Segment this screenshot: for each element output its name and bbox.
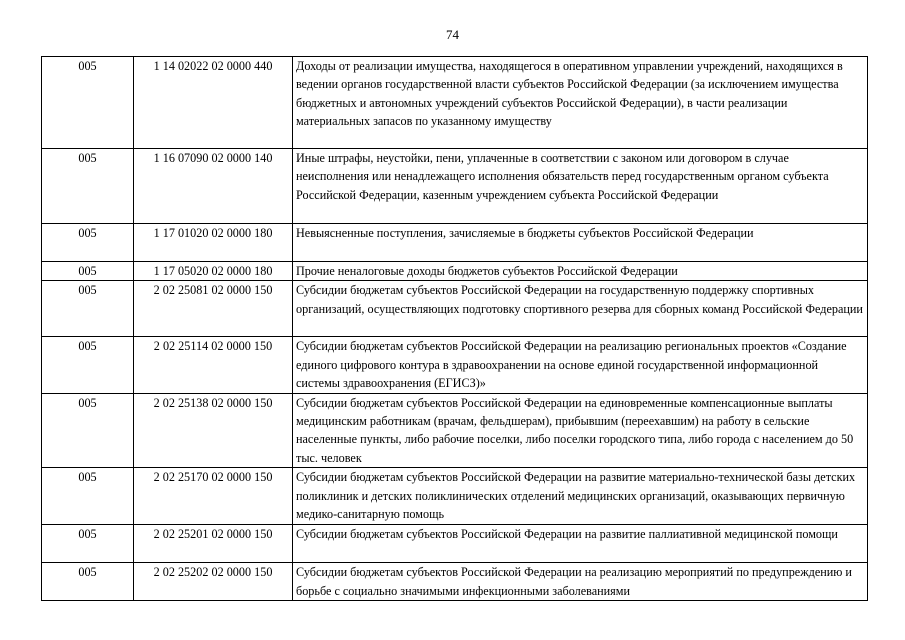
income-code-cell: 1 16 07090 02 0000 140 — [134, 149, 293, 224]
description-cell: Субсидии бюджетам субъектов Российской Федерации на развитие материально-технической базы детских поликлиник и детских поликлинических отделений медицинских организаций, оказывающих первичную медико-санитарную помощь — [293, 468, 868, 525]
description-cell: Субсидии бюджетам субъектов Российской Федерации на реализацию региональных проектов «Создание единого цифрового контура в здравоохранении на основе единой государственной информационной системы здравоохранения (ЕГИСЗ)» — [293, 337, 868, 393]
description-cell: Субсидии бюджетам субъектов Российской Федерации на реализацию мероприятий по предупреждению и борьбе с социально значимыми инфекционными заболеваниями — [293, 563, 868, 601]
table-row — [42, 563, 868, 601]
income-code-cell: 2 02 25202 02 0000 150 — [134, 563, 293, 601]
income-code-cell: 2 02 25170 02 0000 150 — [134, 468, 293, 525]
description-cell: Невыясненные поступления, зачисляемые в бюджеты субъектов Российской Федерации — [293, 224, 868, 262]
table-row — [42, 262, 868, 281]
admin-code-cell: 005 — [42, 393, 134, 468]
admin-code-cell: 005 — [42, 468, 134, 525]
page-number: 74 — [446, 27, 459, 42]
income-code-cell: 2 02 25201 02 0000 150 — [134, 525, 293, 563]
admin-code-cell: 005 — [42, 525, 134, 563]
description-cell: Прочие неналоговые доходы бюджетов субъектов Российской Федерации — [293, 262, 868, 281]
admin-code-cell: 005 — [42, 262, 134, 281]
description-cell: Доходы от реализации имущества, находящегося в оперативном управлении учреждений, находящихся в ведении органов государственной власти субъектов Российской Федерации (за исключением имущества бюджетных и автономных учреждений субъектов Российской Федерации), в части реализации материальных запасов по указанному имуществу — [293, 57, 868, 149]
table-row — [42, 525, 868, 563]
admin-code-cell: 005 — [42, 563, 134, 601]
income-code-cell: 2 02 25138 02 0000 150 — [134, 393, 293, 468]
income-code-cell: 1 17 05020 02 0000 180 — [134, 262, 293, 281]
income-code-cell: 2 02 25114 02 0000 150 — [134, 337, 293, 393]
description-cell: Субсидии бюджетам субъектов Российской Федерации на развитие паллиативной медицинской помощи — [293, 525, 868, 563]
admin-code-cell: 005 — [42, 224, 134, 262]
income-code-cell: 2 02 25081 02 0000 150 — [134, 281, 293, 337]
table-row — [42, 224, 868, 262]
description-cell: Субсидии бюджетам субъектов Российской Федерации на единовременные компенсационные выплаты медицинским работникам (врачам, фельдшерам), прибывшим (переехавшим) на работу в сельские населенные пункты, либо рабочие поселки, либо поселки городского типа, либо города с населением до 50 тыс. человек — [293, 393, 868, 468]
budget-classification-table — [41, 56, 868, 601]
table-row — [42, 149, 868, 224]
income-code-cell: 1 14 02022 02 0000 440 — [134, 57, 293, 149]
description-cell: Иные штрафы, неустойки, пени, уплаченные в соответствии с законом или договором в случае неисполнения или ненадлежащего исполнения обязательств перед государственным органом субъекта Российской Федерации, казенным учреждением субъекта Российской Федерации — [293, 149, 868, 224]
table-row — [42, 393, 868, 468]
admin-code-cell: 005 — [42, 281, 134, 337]
admin-code-cell: 005 — [42, 57, 134, 149]
income-code-cell: 1 17 01020 02 0000 180 — [134, 224, 293, 262]
table-row — [42, 468, 868, 525]
description-cell: Субсидии бюджетам субъектов Российской Федерации на государственную поддержку спортивных организаций, осуществляющих подготовку спортивного резерва для сборных команд Российской Федерации — [293, 281, 868, 337]
table-row — [42, 337, 868, 393]
admin-code-cell: 005 — [42, 337, 134, 393]
table-row — [42, 57, 868, 149]
admin-code-cell: 005 — [42, 149, 134, 224]
table-row — [42, 281, 868, 337]
